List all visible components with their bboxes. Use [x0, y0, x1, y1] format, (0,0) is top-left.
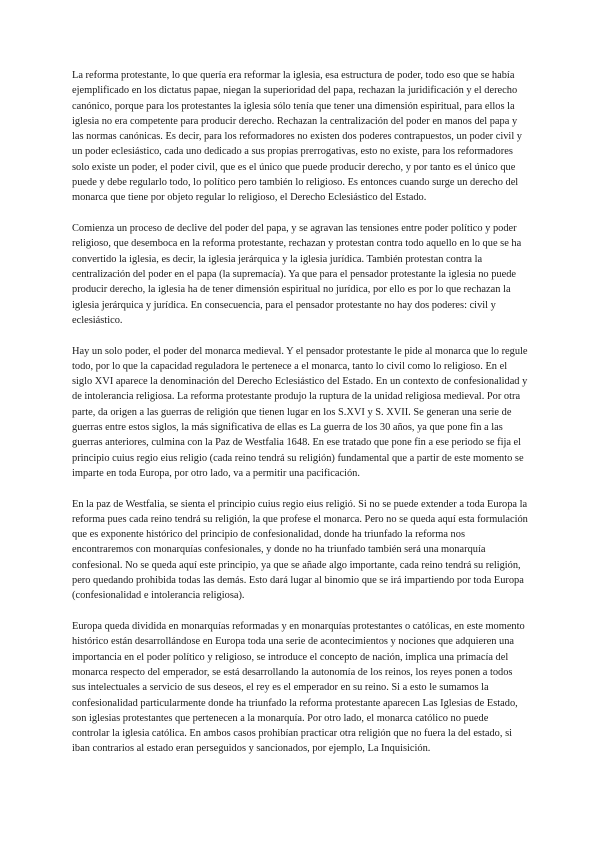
paragraph-europa-dividida: Europa queda dividida en monarquías reformadas y en monarquías protestantes o católicas, en este momento histórico están desarrollándose en Europa toda una serie de acontecimientos y nociones que adquieren una importancia en el poder político y religioso, se introduce el concepto de nación, implica una primacía del monarca respecto del emperador, se está desarrollando la autonomía de los reinos, los reyes ponen a todos sus intelectuales a servicio de sus deseos, el rey es el emperador en su reino. Si a esto le sumamos la confesionalidad particularmente donde ha triunfado la reforma protestante aparecen Las Iglesias de Estado, son iglesias protestantes que pertenecen a la monarquía. Por otro lado, el monarca católico no puede controlar la iglesia católica. En ambos casos prohibían practicar otra religión que no fuera la del estado, si iban contrarios al estado eran perseguidos y sancionados, por ejemplo, La Inquisición.: [72, 621, 525, 755]
paragraph-paz-westfalia: En la paz de Westfalia, se sienta el principio cuius regio eius religió. Si no se puede extender a toda Europa la reforma pues cada reino tendrá su religión, la que profese el monarca. Pero no se queda aquí esta formulación que es exponente histórico del principio de confesionalidad, donde ha triunfado la reforma nos encontraremos con monarquías confesionales, y donde no ha triunfado también será una monarquía confesional. No se queda aquí este principio, ya que se añade algo importante, cada reino tendrá su religión, pero quedando prohibida todas las demás. Esto dará lugar al binomio que se irá impartiendo por toda Europa (confesionalidad e intolerancia religiosa).: [72, 498, 528, 602]
paragraph-reforma-protestante: La reforma protestante, lo que quería era reformar la iglesia, esa estructura de poder, todo eso que se había ejemplificado en los dictatus papae, niegan la superioridad del papa, rechazan la juridificación y el derecho canónico, porque para los protestantes la iglesia sólo tenía que tener una dimensión espiritual, para ellos la iglesia no era competente para producir derecho. Rechazan la centralización del poder en manos del papa y las normas canónicas. Es decir, para los reformadores no existen dos poderes contrapuestos, un poder civil y un poder eclesiástico, cada uno dedicado a sus propias prerrogativas, esto no existe, para los reformadores solo existe un poder, el poder civil, que es el único que puede producir derecho, y por tanto es el único que puede y debe regularlo todo, lo político pero también lo religioso. Es entonces cuando surge un derecho del monarca que tiene por objeto regular lo religioso, el Derecho Eclesiástico del Estado.: [72, 70, 522, 204]
paragraph-monarca-medieval: Hay un solo poder, el poder del monarca medieval. Y el pensador protestante le pide al monarca que lo regule todo, por lo que la capacidad reguladora le pertenece a el monarca, tanto lo civil como lo religioso. En el siglo XVI aparece la denominación del Derecho Eclesiástico del Estado. En un contexto de confesionalidad y de intolerancia religiosa. La reforma protestante produjo la ruptura de la unidad religiosa medieval. Por otra parte, da origen a las guerras de religión que tienen lugar en los S.XVI y S. XVII. Se generan una serie de guerras entre estos siglos, la más significativa de ellas es La guerra de los 30 años, ya que pone fin a las guerras anteriores, culmina con la Paz de Westfalia 1648. En ese tratado que pone fin a ese periodo se fija el principio cuius regio eius religio (cada reino tendrá su religión) fundamental que a partir de este momento se imparte en toda Europa, por otro lado, va a permitir una pacificación.: [72, 345, 528, 479]
paragraph-declive-papa: Comienza un proceso de declive del poder del papa, y se agravan las tensiones entre poder político y poder religioso, que desemboca en la reforma protestante, rechazan y protestan contra todo aquello en lo que se ha convertido la iglesia, es decir, la iglesia jerárquica y la iglesia jurídica. También protestan contra la centralización del poder en el papa (la supremacía). Ya que para el pensador protestante la iglesia no puede producir derecho, la iglesia ha de tener dimensión espiritual no jurídica, por ello es por lo que rechazan la iglesia jerárquica y jurídica. En consecuencia, para el pensador protestante no hay dos poderes: civil y eclesiástico.: [72, 223, 522, 326]
document-page: [72, 68, 528, 757]
